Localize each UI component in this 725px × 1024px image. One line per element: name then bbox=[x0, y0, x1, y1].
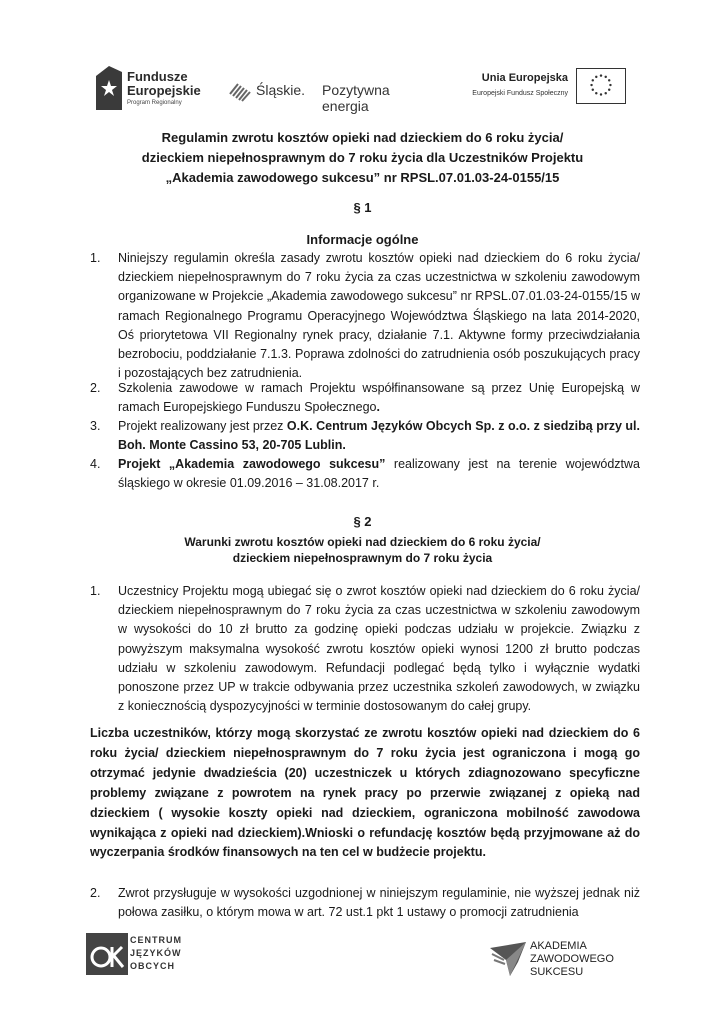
document-title bbox=[100, 128, 625, 188]
section1-sign: § 1 bbox=[353, 200, 372, 215]
fundusze-europejskie-logo bbox=[96, 66, 206, 112]
item-text: Szkolenia zawodowe w ramach Projektu współfinansowane są przez Unię Europejską w ramach Europejskiego Funduszu Społecznego. bbox=[118, 381, 640, 415]
item-text: Uczestnicy Projektu mogą ubiegać się o zwrot kosztów opieki nad dzieckiem do 6 roku życia/ dzieckiem niepełnosprawnym do 7 roku życia za czas uczestnictwa w szkoleniu zawodowym w wysokości do 10 zł brutto za godzinę opieki podczas udziału w projekcie. Związku z powyższym maksymalna wysokość zwrotu kosztów opieki wynosi 1200 zł brutto podczas udziału w szkoleniu zawodowym. Refundacji podlegać będą tylko i wyłącznie wydatki ponoszone przez UP w trakcie odbywania przez uczestnika szkoleń zawodowych, w związku z koniecznością dyspozycyjności w terminie dostosowanym do całej grupy. bbox=[118, 584, 640, 714]
akademia-ribbon-icon bbox=[488, 940, 528, 978]
section1-item-4 bbox=[90, 455, 640, 493]
ok-logo-icon bbox=[86, 933, 128, 975]
item-number: 1. bbox=[90, 584, 101, 598]
item-number: 1. bbox=[90, 251, 101, 265]
item-number: 3. bbox=[90, 419, 101, 433]
az-line1: AKADEMIA bbox=[530, 940, 587, 952]
slaskie-stripes-icon bbox=[228, 80, 252, 102]
section1-heading: Informacje ogólne bbox=[306, 232, 419, 247]
section2-heading-line1: Warunki zwrotu kosztów opieki nad dzieckiem do 6 roku życia/ bbox=[184, 535, 541, 549]
fundusze-europejskie-star-icon bbox=[96, 66, 122, 110]
ue-line2: Europejski Fundusz Społeczny bbox=[472, 90, 568, 97]
section1-item-2 bbox=[90, 379, 640, 417]
ue-line1: Unia Europejska bbox=[481, 72, 568, 84]
section2-item-1 bbox=[90, 582, 640, 716]
slaskie-name: Śląskie. bbox=[256, 82, 306, 98]
ck-line1: CENTRUM bbox=[130, 935, 182, 945]
title-line1: Regulamin zwrotu kosztów opieki nad dzieckiem do 6 roku życia/ bbox=[161, 130, 564, 145]
item-number: 2. bbox=[90, 381, 101, 395]
section1-item-1 bbox=[90, 249, 640, 383]
section2-heading-line2: dzieckiem niepełnosprawnym do 7 roku życia bbox=[232, 551, 493, 565]
fe-line2: Europejskie bbox=[127, 83, 201, 98]
fe-line1: Fundusze bbox=[127, 69, 188, 84]
item-number: 4. bbox=[90, 457, 101, 471]
item-text: Niniejszy regulamin określa zasady zwrotu kosztów opieki nad dzieckiem do 6 roku życia/ dzieckiem niepełnosprawnym do 7 roku życia za czas uczestnictwa w szkoleniu zawodowym organizowane w Projekcie „Akademia zawodowego sukcesu” nr RPSL.07.01.03-24-0155/15 w ramach Regionalnego Programu Operacyjnego Województwa Śląskiego na lata 2014-2020, Oś priorytetowa VII Regionalny rynek pracy, działanie 7.1. Aktywne formy przeciwdziałania bezrobociu, poddziałanie 7.1.3. Poprawa zdolności do zatrudnienia osób poszukujących pracy i pozostających bez zatrudnienia. bbox=[118, 251, 640, 381]
eu-flag-icon bbox=[576, 68, 626, 104]
akademia-zawodowego-sukcesu-logo bbox=[488, 938, 638, 982]
item-number: 2. bbox=[90, 886, 101, 900]
bold-paragraph: Liczba uczestników, którzy mogą skorzystać ze zwrotu kosztów opieki nad dzieckiem do 6 roku życia/ dzieckiem niepełnosprawnym do 7 roku życia jest ograniczona i mogą go otrzymać jedynie dwadzieścia (20) uczestniczek u których zdiagnozowano specyficzne problemy związane z powrotem na rynek pracy po przerwie związanej z opieką nad dzieckiem ( wysokie koszty opieki nad dzieckiem, ograniczona mobilność zawodowa wynikająca z opieki nad dzieckiem).Wnioski o refundację kosztów będą przyjmowane aż do wyczerpania środków finansowych na ten cel w budżecie projektu. bbox=[90, 726, 640, 860]
ck-line2: JĘZYKÓW bbox=[130, 948, 182, 958]
item-text: Zwrot przysługuje w wysokości uzgodnionej w niniejszym regulaminie, nie wyższej jednak niż połowa zasiłku, o którym mowa w art. 72 ust.1 pkt 1 ustawy o promocji zatrudnienia bbox=[118, 886, 640, 920]
section2-item-2 bbox=[90, 884, 640, 922]
item-text: Projekt realizowany jest przez O.K. Centrum Języków Obcych Sp. z o.o. z siedzibą przy ul. Boh. Monte Cassino 53, 20-705 Lublin. bbox=[118, 419, 640, 453]
ck-line3: OBCYCH bbox=[130, 961, 176, 971]
section2-sign: § 2 bbox=[353, 514, 372, 529]
slaskie-logo bbox=[228, 80, 438, 114]
centrum-jezykow-obcych-logo bbox=[86, 933, 186, 981]
slaskie-slogan: Pozytywna energia bbox=[322, 82, 390, 114]
fe-line3: Program Regionalny bbox=[127, 100, 182, 106]
az-line2: ZAWODOWEGO bbox=[530, 953, 614, 965]
title-line2: dzieckiem niepełnosprawnym do 7 roku życia dla Uczestników Projektu bbox=[141, 150, 584, 165]
az-line3: SUKCESU bbox=[530, 966, 584, 978]
section1-item-3 bbox=[90, 417, 640, 455]
title-line3: „Akademia zawodowego sukcesu” nr RPSL.07.01.03-24-0155/15 bbox=[165, 170, 560, 185]
unia-europejska-logo bbox=[458, 68, 630, 110]
header-logos bbox=[90, 58, 640, 114]
item-text: Projekt „Akademia zawodowego sukcesu” realizowany jest na terenie województwa śląskiego w okresie 01.09.2016 – 31.08.2017 r. bbox=[118, 457, 640, 491]
